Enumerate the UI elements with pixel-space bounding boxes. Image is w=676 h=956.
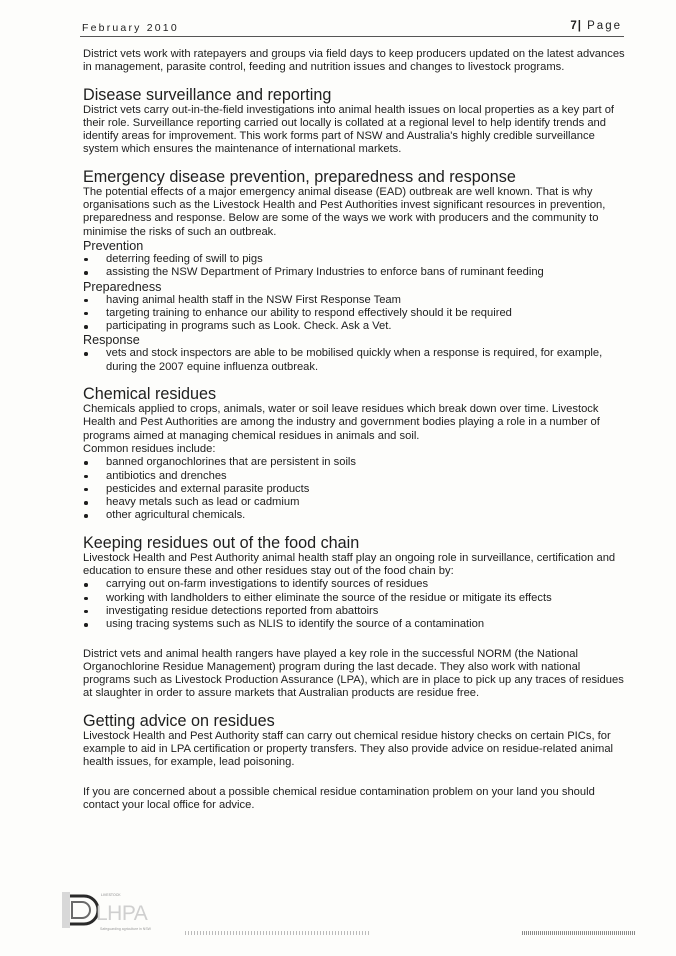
page-word: Page	[587, 20, 622, 32]
list-item: other agricultural chemicals.	[83, 509, 628, 522]
heading-getting-advice: Getting advice on residues	[83, 711, 275, 730]
page-header	[0, 0, 676, 38]
logo-small-text: LIVESTOCK	[101, 893, 121, 897]
emergency-paragraph: The potential effects of a major emergency animal disease (EAD) outbreak are well known. That is why organisations such as the Livestock Health and Pest Authorities invest significant resources in prevention, preparedness and response. Below are some of the ways we work with producers and the community to minimise the risks of such an outbreak.	[83, 185, 606, 238]
preparedness-list	[83, 294, 628, 334]
header-date: February 2010	[82, 22, 179, 34]
subheading-response: Response	[83, 333, 140, 348]
list-item: deterring feeding of swill to pigs	[83, 253, 628, 266]
common-residues-intro: Common residues include:	[83, 442, 216, 455]
header-page-number	[570, 20, 622, 32]
response-list	[83, 347, 628, 374]
page-number: 7	[570, 20, 577, 32]
chemical-residues-paragraph: Chemicals applied to crops, animals, water or soil leave residues which break down over time. Livestock Health and Pest Authorities are among the industry and government bodies playing a role in a number of programs aimed at managing chemical residues in animals and soil.	[83, 403, 600, 442]
list-item: vets and stock inspectors are able to be mobilised quickly when a response is required, for example, during the 2007 equine influenza outbreak.	[83, 347, 628, 374]
list-item: targeting training to enhance our ability to respond effectively should it be required	[83, 307, 628, 320]
subheading-prevention: Prevention	[83, 238, 144, 253]
lhpa-logo	[60, 888, 151, 934]
scan-artifact	[522, 931, 636, 935]
norm-paragraph: District vets and animal health rangers have played a key role in the successful NORM (the National Organochlorine Residue Management) program during the last decade. They also work with national programs such as Livestock Production Assurance (LPA), which are in place to pick up any traces of residues at slaughter in order to assure markets that Australian products are residue free.	[83, 647, 624, 700]
document-body	[83, 48, 628, 822]
contact-paragraph: If you are concerned about a possible chemical residue contamination problem on your land you should contact your local office for advice.	[83, 785, 595, 811]
list-item: carrying out on-farm investigations to identify sources of residues	[83, 578, 628, 591]
logo-text: LHPA	[96, 902, 148, 925]
header-rule	[80, 36, 624, 37]
list-item: heavy metals such as lead or cadmium	[83, 496, 628, 509]
advice-paragraph: Livestock Health and Pest Authority staff can carry out chemical residue history checks on certain PICs, for example to aid in LPA certification or property transfers. They also provide advice on residue-related animal health issues, for example, lead poisoning.	[83, 729, 614, 769]
list-item: investigating residue detections reported from abattoirs	[83, 605, 628, 618]
list-item: having animal health staff in the NSW First Response Team	[83, 294, 628, 307]
common-residues-list	[83, 456, 628, 522]
logo-tagline: Safeguarding agriculture in NSW	[100, 927, 151, 931]
page-separator: |	[577, 20, 581, 32]
list-item: assisting the NSW Department of Primary Industries to enforce bans of ruminant feeding	[83, 266, 628, 279]
page-footer	[0, 880, 676, 956]
prevention-list	[83, 253, 628, 280]
heading-food-chain: Keeping residues out of the food chain	[83, 533, 360, 552]
food-chain-list	[83, 578, 628, 631]
list-item: participating in programs such as Look. Check. Ask a Vet.	[83, 320, 628, 333]
list-item: using tracing systems such as NLIS to identify the source of a contamination	[83, 618, 628, 631]
list-item: pesticides and external parasite products	[83, 483, 628, 496]
list-item: working with landholders to either eliminate the source of the residue or mitigate its effects	[83, 592, 628, 605]
list-item: antibiotics and drenches	[83, 470, 628, 483]
heading-chemical-residues: Chemical residues	[83, 385, 217, 404]
lhpa-emblem-icon	[60, 888, 100, 934]
surveillance-paragraph: District vets carry out-in-the-field investigations into animal health issues on local properties as a key part of their role. Surveillance reporting carried out locally is collated at a regional level to help identify trends and identify areas for improvement. This work forms part of NSW and Australia's highly credible surveillance system which ensures the maintenance of international markets.	[83, 103, 615, 156]
heading-disease-surveillance: Disease surveillance and reporting	[83, 85, 332, 104]
list-item: banned organochlorines that are persistent in soils	[83, 456, 628, 469]
heading-emergency-disease: Emergency disease prevention, preparedness and response	[83, 167, 516, 186]
food-chain-paragraph: Livestock Health and Pest Authority animal health staff play an ongoing role in surveillance, certification and education to ensure these and other residues stay out of the food chain by:	[83, 551, 616, 578]
scan-artifact	[185, 931, 370, 935]
intro-paragraph: District vets work with ratepayers and groups via field days to keep producers updated on the latest advances in management, parasite control, feeding and nutrition issues and changes to livestock programs.	[83, 48, 625, 74]
subheading-preparedness: Preparedness	[83, 279, 162, 294]
